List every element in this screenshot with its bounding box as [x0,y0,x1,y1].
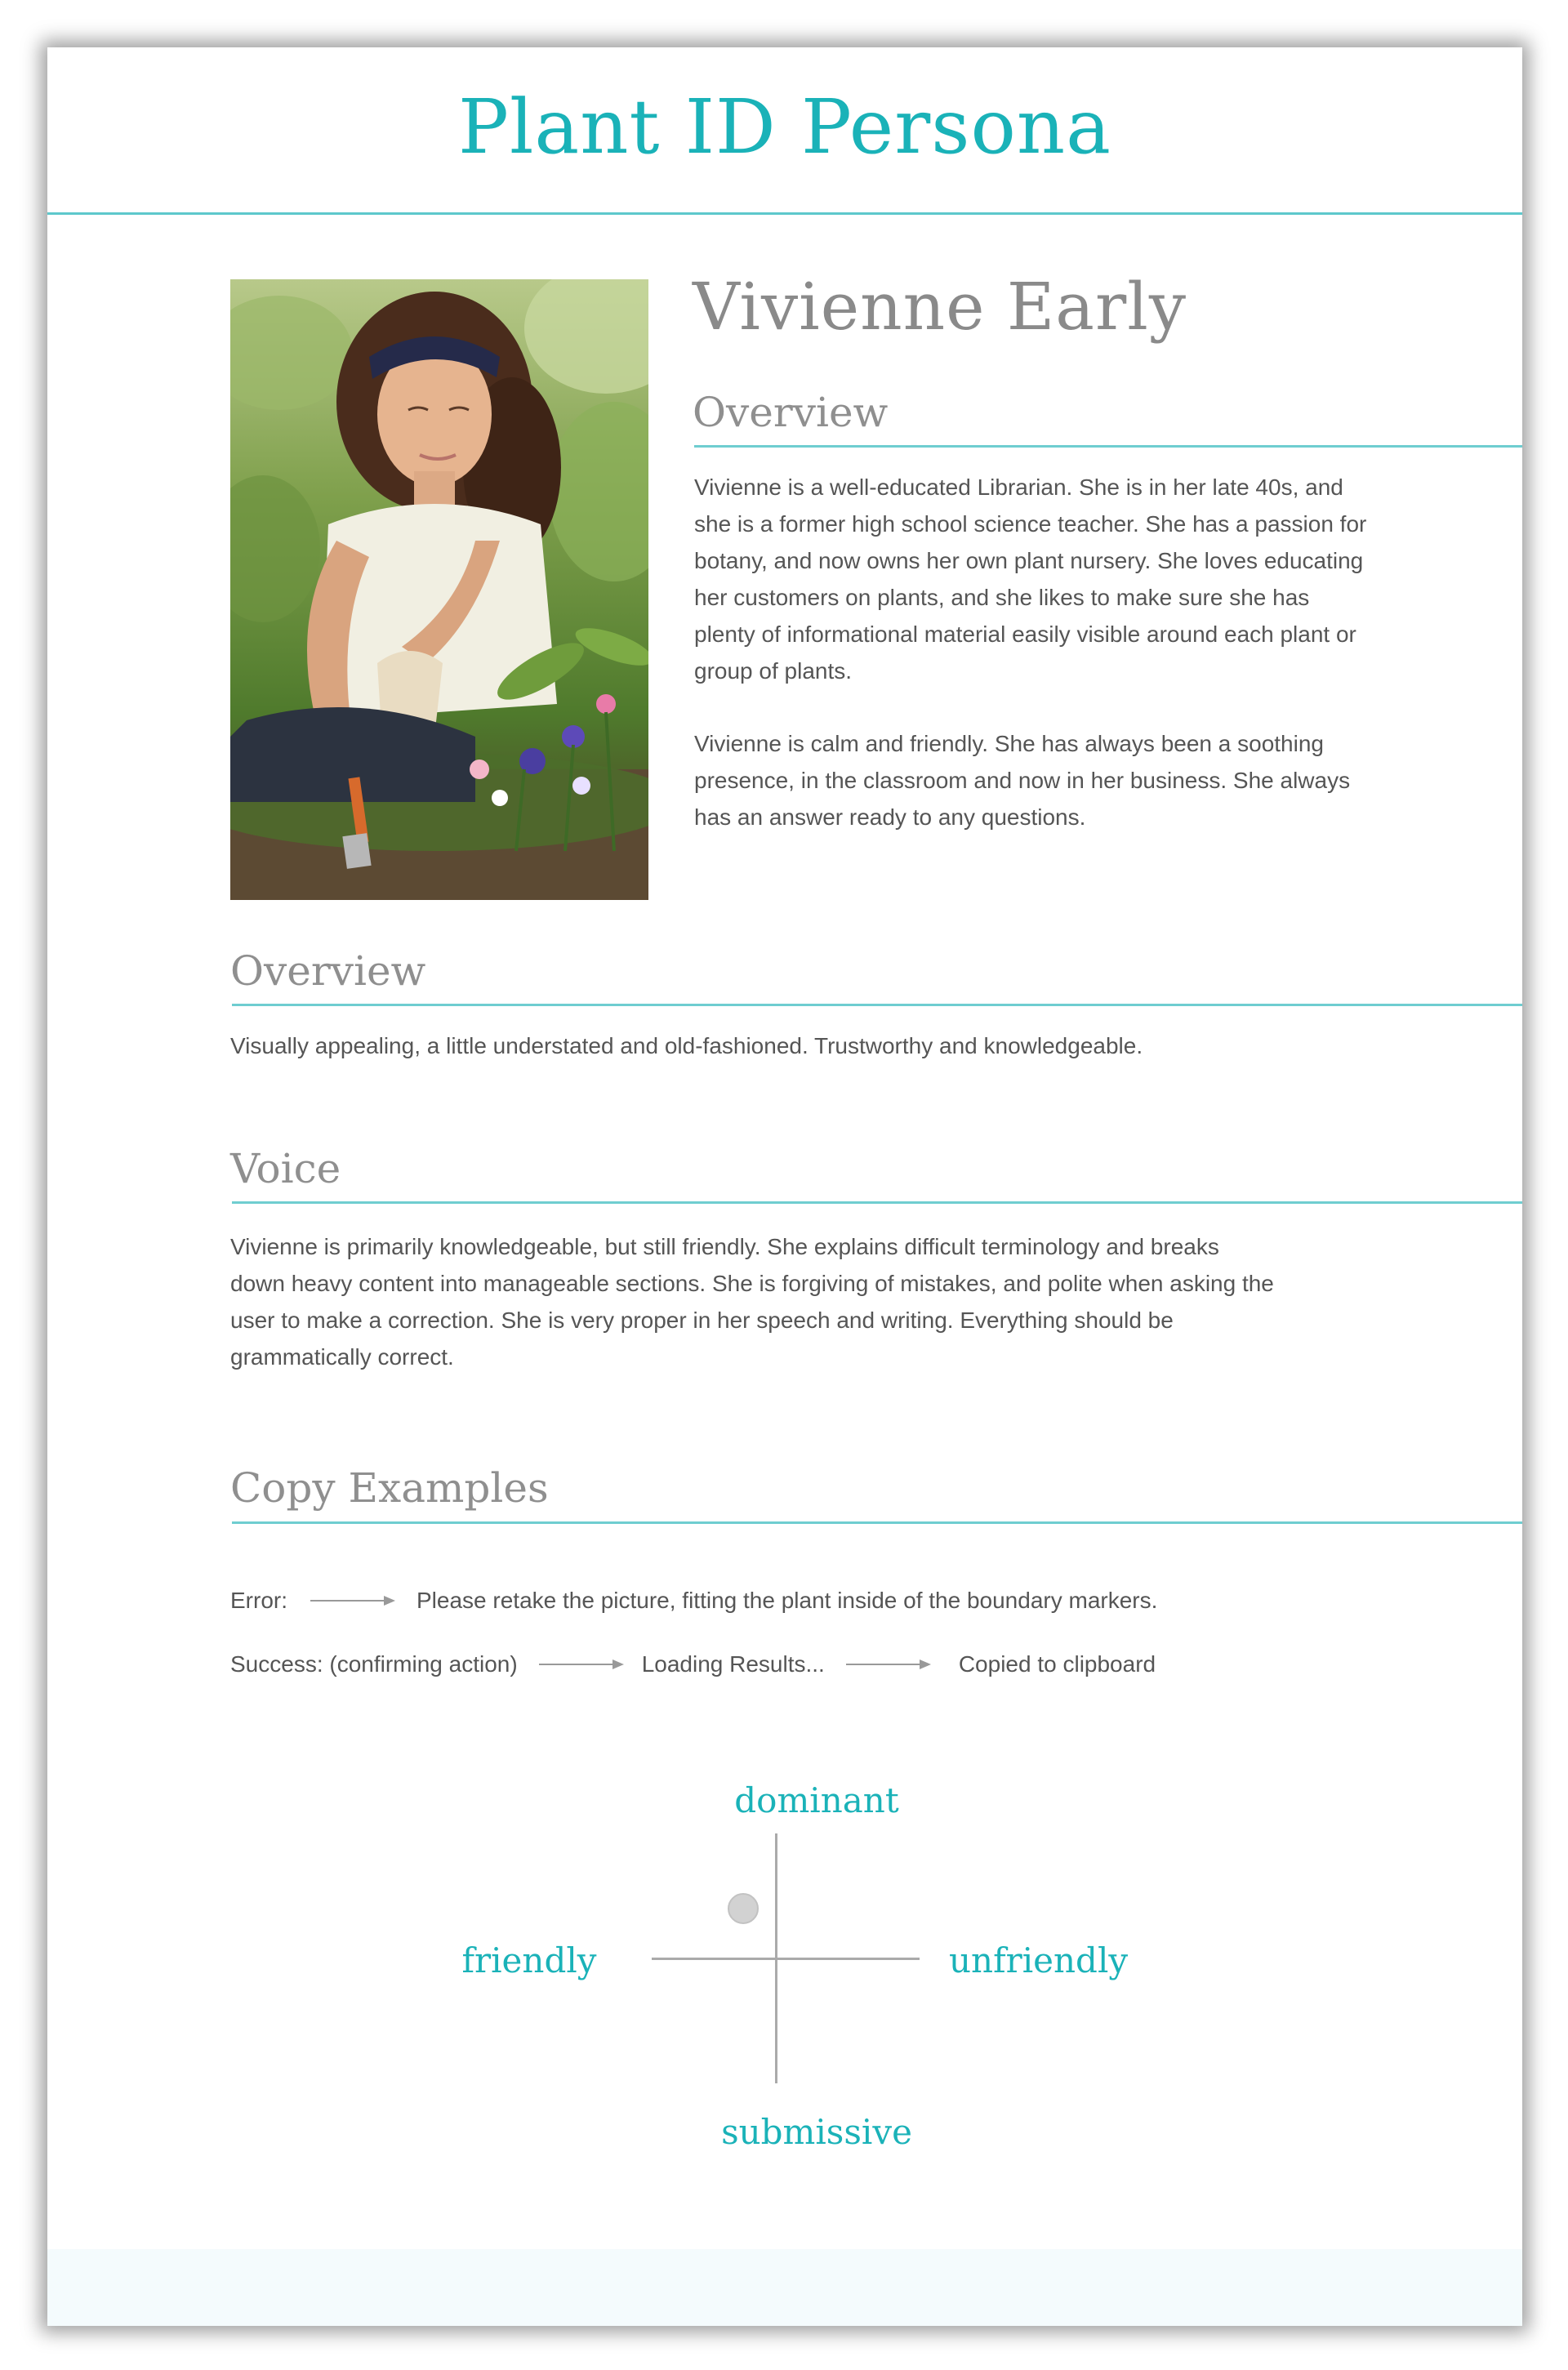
copy-examples-heading: Copy Examples [230,1464,549,1512]
persona-tone-marker [728,1893,759,1924]
overview-rule [232,1004,1522,1006]
success-example-row [230,1653,1156,1676]
arrow-right-icon [310,1594,395,1607]
overview-heading: Overview [230,947,426,995]
persona-bio-paragraph-1: Vivienne is a well-educated Librarian. She is in her late 40s, and she is a former high school science teacher. She has a passion for botany, and now owns her own plant nursery. She loves educating her customers on plants, and she likes to make sure she has plenty of informational material easily visible around each plant or group of plants. [694,474,1367,684]
error-message: Please retake the picture, fitting the plant inside of the boundary markers. [416,1588,1158,1613]
page-footer-band [47,2249,1522,2326]
title-divider [47,212,1522,215]
quadrant-label-submissive: submissive [721,2112,912,2152]
quadrant-label-dominant: dominant [734,1780,899,1820]
quadrant-label-friendly: friendly [461,1940,597,1980]
copy-examples-rule [232,1521,1522,1524]
voice-heading: Voice [230,1145,341,1192]
gardener-image [230,279,648,900]
success-step-copied: Copied to clipboard [958,1651,1156,1677]
overview-text: Visually appealing, a little understated and old-fashioned. Trustworthy and knowledgeable. [230,1033,1143,1058]
voice-text: Vivienne is primarily knowledgeable, but still friendly. She explains difficult terminology and breaks down heavy content into manageable sections. She is forgiving of mistakes, and polite when asking the user to make a correction. She is very proper in her speech and writing. Everything should be grammatically correct. [230,1234,1274,1370]
persona-overview-heading: Overview [693,389,889,436]
page-title: Plant ID Persona [458,83,1111,171]
persona-overview-rule [694,445,1522,448]
quadrant-label-unfriendly: unfriendly [949,1940,1129,1980]
arrow-right-icon [539,1658,624,1671]
success-label: Success: (confirming action) [230,1651,518,1677]
quadrant-horizontal-axis [652,1958,920,1960]
persona-name: Vivienne Early [693,269,1187,345]
voice-rule [232,1201,1522,1204]
error-example-row [230,1589,1157,1612]
persona-page [47,47,1522,2326]
persona-bio-paragraph-2: Vivienne is calm and friendly. She has always been a soothing presence, in the classroom and now in her business. She always has an answer ready to any questions. [694,731,1351,830]
error-label: Error: [230,1588,287,1613]
arrow-right-icon [846,1658,931,1671]
success-step-loading: Loading Results... [641,1651,825,1677]
persona-photo [230,279,648,900]
